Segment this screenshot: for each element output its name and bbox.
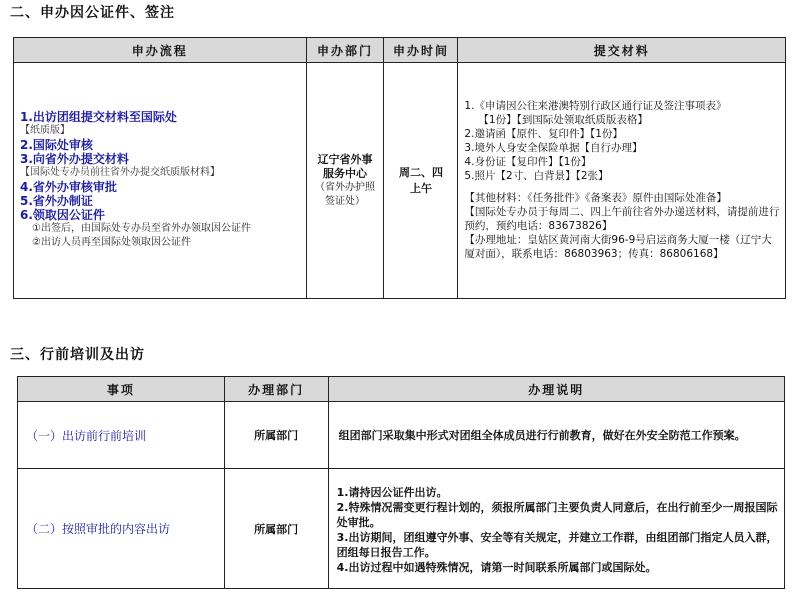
material-item: 2.邀请函【原件、复印件】【1份】 — [464, 127, 623, 140]
material-item: 5.照片【2寸、白背景】【2张】 — [464, 169, 609, 182]
certificate-process-table — [13, 37, 786, 299]
item-cell — [18, 402, 225, 469]
desc-line: 组团部门采取集中形式对团组全体成员进行行前教育，做好在外安全防范工作预案。 — [338, 428, 746, 442]
material-note: 【国际处专办员于每周二、四上午前往省外办递送材料，请提前进行预约，预约电话：83673826】 — [464, 205, 780, 232]
flow-subnote: ②出访人员再至国际处领取因公证件 — [32, 236, 191, 248]
header-materials: 提交材料 — [458, 38, 786, 63]
desc-cell — [328, 469, 784, 589]
flow-step: 4.省外办审核审批 — [20, 179, 117, 194]
pre-departure-table — [17, 376, 785, 589]
header-dept: 办理部门 — [224, 377, 328, 402]
table-row — [14, 63, 786, 299]
header-time: 申办时间 — [384, 38, 458, 63]
desc-line: 4.出访过程中如遇特殊情况，请第一时间联系所属部门或国际处。 — [336, 560, 657, 574]
flow-step: 1.出访团组提交材料至国际处 — [20, 109, 177, 124]
material-item: 【1份】【到国际处领取纸质版表格】 — [478, 113, 648, 126]
dept-text: 所属部门 — [254, 522, 299, 536]
header-item: 事项 — [18, 377, 225, 402]
material-note: 【办理地址：皇姑区黄河南大街96-9号启运商务大厦一楼（辽宁大厦对面），联系电话：86803963；传真：86806168】 — [464, 233, 772, 260]
flow-subnote: ①出签后，由国际处专办员至省外办领取因公证件 — [32, 222, 251, 234]
table-header-row — [18, 377, 785, 402]
flow-step: 6.领取因公证件 — [20, 207, 105, 222]
flow-step: 3.向省外办提交材料 — [20, 151, 129, 166]
material-item: 4.身份证【复印件】【1份】 — [464, 155, 592, 168]
desc-cell — [328, 402, 784, 469]
department-main: 辽宁省外事服务中心 — [317, 152, 373, 180]
desc-line: 2.特殊情况需变更行程计划的，须报所属部门主要负责人同意后，在出行前至少一周报国际处审批。 — [336, 500, 778, 529]
material-item: 1.《申请因公往来港澳特别行政区通行证及签注事项表》 — [464, 99, 727, 112]
table-row — [18, 402, 785, 469]
table-header-row — [14, 38, 786, 63]
flow-cell — [14, 63, 307, 299]
table-row — [18, 469, 785, 589]
dept-text: 所属部门 — [254, 429, 299, 442]
materials-cell — [458, 63, 786, 299]
time-text: 周二、四上午 — [398, 165, 443, 195]
department-cell — [306, 63, 384, 299]
time-cell — [384, 63, 458, 299]
header-department: 申办部门 — [306, 38, 384, 63]
department-sub: （省外办护照签证处） — [315, 181, 376, 207]
flow-step: 5.省外办制证 — [20, 193, 93, 208]
section2-title: 二、申办因公证件、签注 — [10, 5, 175, 21]
dept-cell — [224, 469, 328, 589]
material-note: 【其他材料：《任务批件》《备案表》原件由国际处准备】 — [464, 191, 727, 204]
flow-note: 【纸质版】 — [20, 124, 70, 136]
item-cell — [18, 469, 225, 589]
flow-note: 【国际处专办员前往省外办提交纸质版材料】 — [20, 166, 220, 178]
flow-step: 2.国际处审核 — [20, 137, 93, 152]
desc-line: 1.请持因公证件出访。 — [336, 485, 448, 499]
material-item: 3.境外人身安全保险单据【自行办理】 — [464, 141, 643, 154]
header-flow: 申办流程 — [14, 38, 307, 63]
item-text: （一）出访前行前培训 — [26, 428, 147, 443]
section3-title: 三、行前培训及出访 — [10, 347, 145, 363]
header-desc: 办理说明 — [328, 377, 784, 402]
dept-cell — [224, 402, 328, 469]
desc-line: 3.出访期间，团组遵守外事、安全等有关规定，并建立工作群，由组团部门指定人员入群，团组每日报告工作。 — [336, 530, 778, 559]
item-text: （二）按照审批的内容出访 — [26, 522, 171, 536]
